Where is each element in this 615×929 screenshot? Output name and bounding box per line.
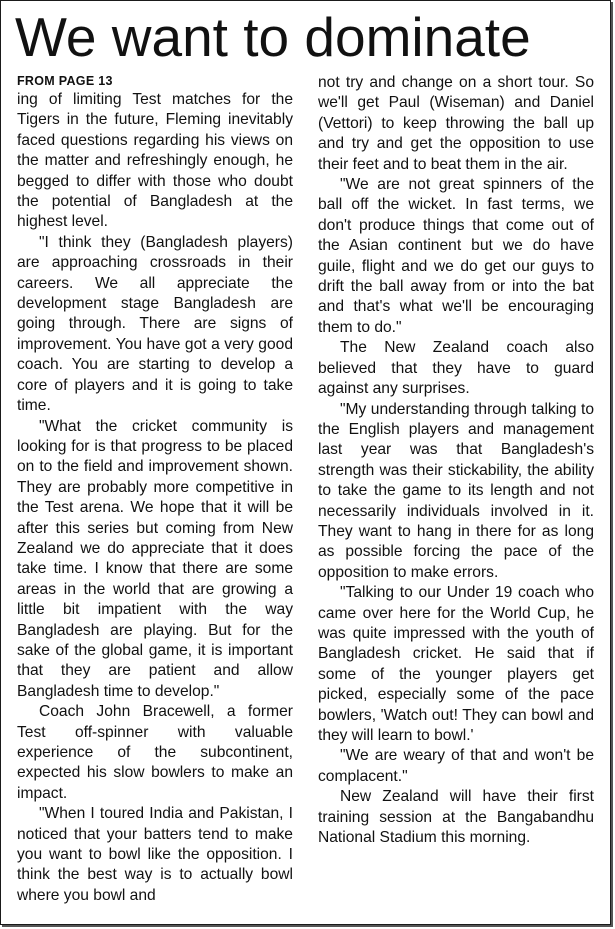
paragraph: not try and change on a short tour. So we'll get Paul (Wiseman) and Daniel (Vettori) to keep throwing the ball up and try and get the opposition to use their feet and to beat them in the air. xyxy=(318,74,594,173)
paragraph: "What the cricket community is looking for is that progress to be placed on to the field and improvement shown. They are probably more competitive in the Test arena. We hope that it will be after this series but coming from New Zealand we do appreciate that it does take time. I know that there are some areas in the world that are growing a little bit impatient with the way Bangladesh are playing. But for the sake of the global game, it is important that they are patient and allow Bangladesh time to develop." xyxy=(17,417,293,700)
paragraph: "I think they (Bangladesh players) are approaching crossroads in their careers. We all appreciate the development stage Bangladesh are going through. There are signs of improvement. You have got a very good coach. You are starting to develop a core of players and it is going to take time. xyxy=(17,233,293,415)
left-column xyxy=(17,73,293,906)
continuation-kicker: FROM PAGE 13 xyxy=(17,74,113,88)
paragraph: "We are weary of that and won't be complacent." xyxy=(318,747,594,785)
headline: We want to dominate xyxy=(15,6,531,68)
paragraph: "My understanding through talking to the English players and management last year was that Bangladesh's strength was their stickability, the ability to take the game to its length and not necessarily individuals involved in it. They want to hang in there for as long as possible forcing the pace of the opposition to make errors. xyxy=(318,400,594,581)
paragraph: ing of limiting Test matches for the Tigers in the future, Fleming inevitably faced questions regarding his views on the matter and refreshingly enough, he begged to differ with those who doubt the potential of Bangladesh at the highest level. xyxy=(17,91,293,231)
paragraph: "We are not great spinners of the ball off the wicket. In fast terms, we don't produce things that come out of the Asian continent but we do have guile, flight and we do get our guys to drift the ball away from or into the bat and that's what we'll be encouraging them to do." xyxy=(318,176,594,336)
paragraph: The New Zealand coach also believed that they have to guard against any surprises. xyxy=(318,339,594,398)
paragraph: "When I toured India and Pakistan, I noticed that your batters tend to make you want to bowl like the opposition. I think the best way is to actually bowl where you bowl and xyxy=(17,805,293,904)
paragraph: "Talking to our Under 19 coach who came over here for the World Cup, he was quite impressed with the youth of Bangladesh cricket. He said that if some of the younger players get picked, especially some of the pace bowlers, 'Watch out! They can bowl and they will learn to bowl.' xyxy=(318,584,594,744)
right-column xyxy=(318,73,594,848)
paragraph: Coach John Bracewell, a former Test off-spinner with valuable experience of the subcontinent, expected his slow bowlers to make an impact. xyxy=(17,703,293,802)
paragraph: New Zealand will have their first training session at the Bangabandhu National Stadium this morning. xyxy=(318,788,594,847)
